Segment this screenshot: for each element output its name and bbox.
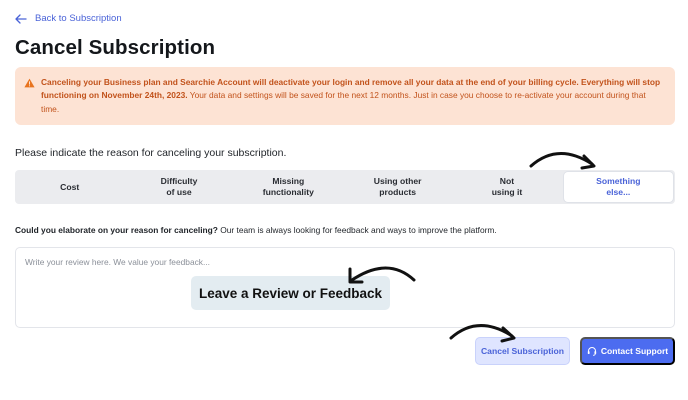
annotation-arrow-icon <box>344 260 418 288</box>
warning-normal-text: Your data and settings will be saved for the next 12 months. Just in case you choose to re-activate your account during that time. <box>41 90 646 114</box>
warning-triangle-icon <box>24 78 35 88</box>
elaborate-normal-text: Our team is always looking for feedback and ways to improve the platform. <box>217 225 497 235</box>
reason-option-difficulty-of-use[interactable] <box>124 170 233 204</box>
reason-option-cost[interactable] <box>15 170 124 204</box>
elaborate-prompt <box>15 225 497 235</box>
cancel-subscription-button[interactable]: Cancel Subscription <box>475 337 570 365</box>
feedback-callout: Leave a Review or Feedback <box>191 276 390 310</box>
reason-label: Cost <box>60 181 80 192</box>
reason-label: Difficulty of use <box>160 176 198 197</box>
contact-support-label: Contact Support <box>600 346 669 356</box>
reason-option-something-else[interactable] <box>564 172 673 202</box>
back-link-label: Back to Subscription <box>35 13 122 24</box>
annotation-arrow-icon <box>448 316 520 344</box>
feedback-placeholder: Write your review here. We value your feedback... <box>25 257 210 267</box>
reason-label: Missing functionality <box>262 176 314 197</box>
arrow-left-icon <box>15 14 27 24</box>
reason-option-not-using-it[interactable] <box>452 170 561 204</box>
reason-label: Something else... <box>596 176 641 197</box>
reason-prompt: Please indicate the reason for canceling your subscription. <box>15 147 287 159</box>
back-to-subscription-link[interactable] <box>15 13 122 24</box>
reason-label: Using other products <box>373 176 422 197</box>
headset-icon <box>587 346 597 356</box>
annotation-arrow-icon <box>528 146 600 174</box>
reason-option-missing-functionality[interactable] <box>234 170 343 204</box>
reason-selector <box>15 170 675 204</box>
reason-label: Not using it <box>491 176 523 197</box>
cancellation-warning <box>15 67 675 125</box>
elaborate-bold-text: Could you elaborate on your reason for canceling? <box>15 225 218 235</box>
warning-bold-text: Canceling your Business plan and Searchie Account will deactivate your login and remove all your data at the end of your billing cycle. Everything will stop functioning on November 24th, 2023. <box>41 77 661 101</box>
page-title: Cancel Subscription <box>15 36 216 59</box>
contact-support-button[interactable] <box>580 337 675 365</box>
reason-option-using-other-products[interactable] <box>343 170 452 204</box>
